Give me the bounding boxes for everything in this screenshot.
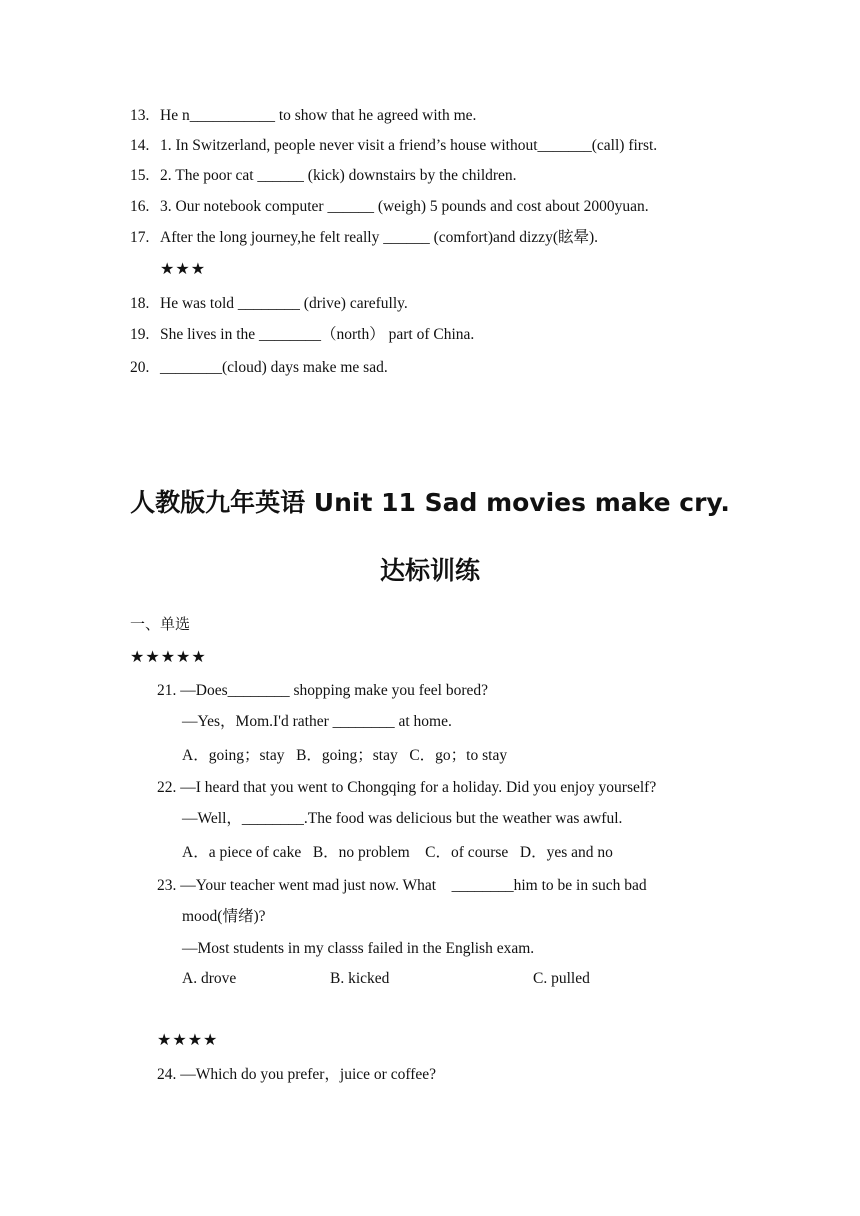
question-23-option-c: C. pulled [533,970,590,987]
item-17 [130,228,598,248]
question-23-reply: —Most students in my classs failed in the English exam. [182,940,535,957]
difficulty-stars-5: ★★★★★ [130,649,207,666]
question-23-option-a: A. drove [182,970,237,987]
item-number: 13. [130,107,150,124]
item-text: He n___________ to show that he agreed with me. [160,107,477,124]
item-number: 17. [130,229,150,246]
question-21-options: A．going；stay B．going；stay C．go；to stay [182,747,508,764]
item-text: 1. In Switzerland, people never visit a friend’s house without_______(call) first. [160,137,658,154]
item-text: ________(cloud) days make me sad. [160,359,388,376]
question-21-reply: —Yes，Mom.I'd rather ________ at home. [182,713,452,730]
item-14 [130,136,657,156]
difficulty-stars-3: ★★★ [160,261,207,278]
item-15 [130,166,517,186]
item-text: After the long journey,he felt really ______ (comfort)and dizzy(眩晕). [160,229,599,246]
question-23-continued: mood(情绪)? [182,908,266,925]
item-20 [130,358,388,378]
item-text: 3. Our notebook computer ______ (weigh) 5 pounds and cost about 2000yuan. [160,198,649,215]
document-subtitle: 达标训练 [379,556,480,585]
item-text: She lives in the ________（north） part of China. [160,326,475,343]
question-22-reply: —Well，________.The food was delicious but the weather was awful. [182,810,623,827]
item-text: 2. The poor cat ______ (kick) downstairs by the children. [160,167,517,184]
difficulty-stars-4: ★★★★ [157,1032,219,1049]
document-title: 人教版九年英语 Unit 11 Sad movies make cry. [130,488,730,517]
item-16 [130,197,649,217]
item-number: 19. [130,326,150,343]
item-18 [130,294,408,314]
item-number: 20. [130,359,150,376]
question-22: 22. —I heard that you went to Chongqing for a holiday. Did you enjoy yourself? [157,779,657,796]
question-24: 24. —Which do you prefer，juice or coffee? [157,1066,437,1083]
question-23: 23. —Your teacher went mad just now. What ________him to be in such bad [157,877,647,894]
item-19 [130,325,474,345]
item-number: 15. [130,167,150,184]
question-22-options: A．a piece of cake B．no problem C．of course D．yes and no [182,844,613,861]
item-number: 14. [130,137,150,154]
item-number: 18. [130,295,150,312]
item-number: 16. [130,198,150,215]
question-21: 21. —Does________ shopping make you feel bored? [157,682,489,699]
item-13 [130,106,476,126]
section-heading: 一、单选 [130,615,191,633]
question-23-option-b: B. kicked [330,970,390,987]
item-text: He was told ________ (drive) carefully. [160,295,408,312]
